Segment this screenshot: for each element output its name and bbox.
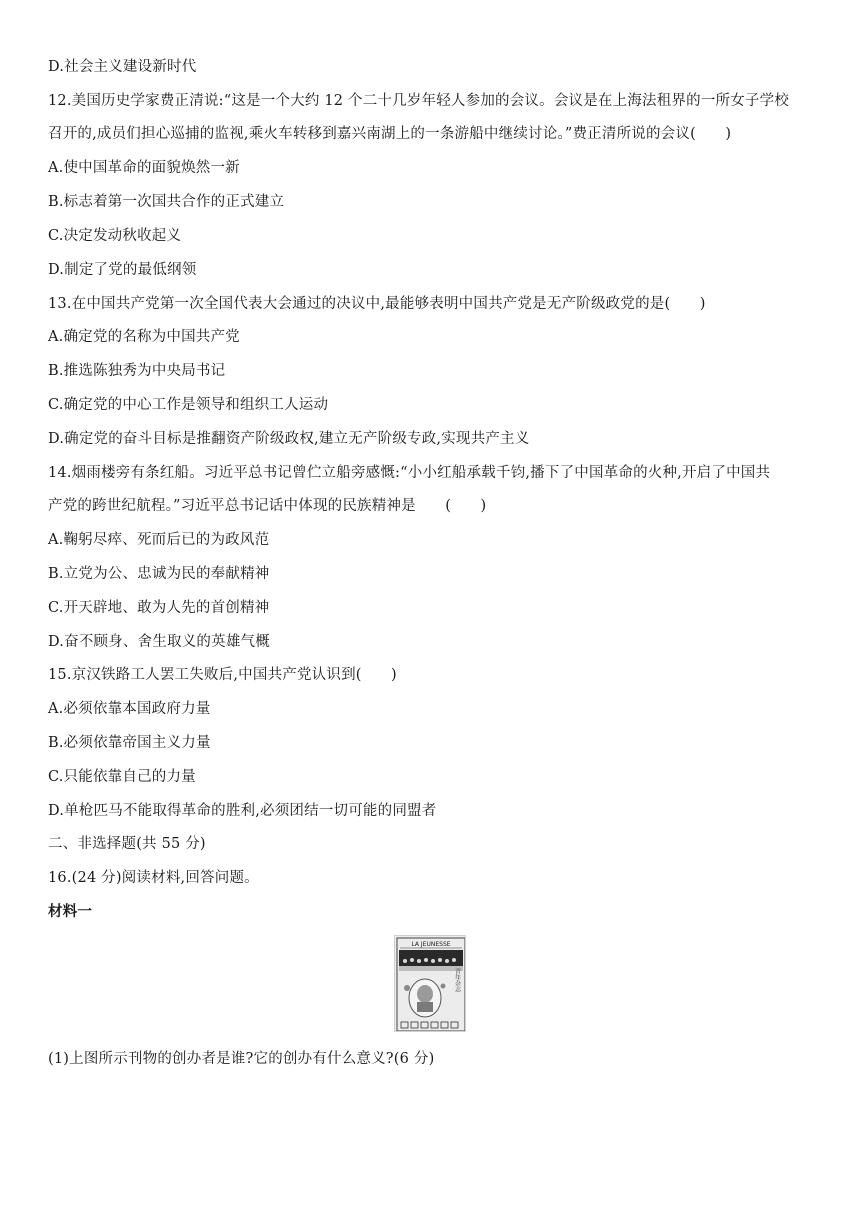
- q12-option-c: C.决定发动秋收起义: [48, 228, 182, 244]
- q13-option-d: D.确定党的奋斗目标是推翻资产阶级政权,建立无产阶级专政,实现共产主义: [48, 431, 530, 447]
- q13-option-c: C.确定党的中心工作是领导和组织工人运动: [48, 397, 329, 413]
- q15-option-c: C.只能依靠自己的力量: [48, 769, 196, 785]
- q14-stem-line-1: 14.烟雨楼旁有条红船。习近平总书记曾伫立船旁感慨:“小小红船承载千钧,播下了中国革命的火种,开启了中国共: [48, 465, 771, 481]
- magazine-cover-image: [394, 935, 466, 1032]
- q16-subquestion-1: (1)上图所示刊物的创办者是谁?它的创办有什么意义?(6 分): [48, 1051, 435, 1067]
- q15-stem: 15.京汉铁路工人罢工失败后,中国共产党认识到( ): [48, 667, 397, 683]
- magazine-title-vertical: 青年杂志: [453, 968, 461, 992]
- magazine-masthead: LA JEUNESSE: [411, 941, 451, 948]
- q12-stem-line-1: 12.美国历史学家费正清说:“这是一个大约 12 个二十几岁年轻人参加的会议。会议是在上海法租界的一所女子学校: [48, 93, 790, 109]
- q13-option-a: A.确定党的名称为中国共产党: [48, 329, 240, 345]
- q12-option-a: A.使中国革命的面貌焕然一新: [48, 160, 240, 176]
- q14-option-c: C.开天辟地、敢为人先的首创精神: [48, 600, 270, 616]
- magazine-cover-drawing: [395, 936, 466, 1032]
- q14-stem-line-2: 产党的跨世纪航程。”习近平总书记话中体现的民族精神是 ( ): [48, 498, 487, 514]
- q13-option-b: B.推选陈独秀为中央局书记: [48, 363, 226, 379]
- q15-option-b: B.必须依靠帝国主义力量: [48, 735, 211, 751]
- q15-option-d: D.单枪匹马不能取得革命的胜利,必须团结一切可能的同盟者: [48, 803, 437, 819]
- section-heading: 二、非选择题(共 55 分): [48, 836, 206, 852]
- q12-option-d: D.制定了党的最低纲领: [48, 262, 197, 278]
- q16-stem: 16.(24 分)阅读材料,回答问题。: [48, 870, 259, 886]
- q14-option-d: D.奋不顾身、舍生取义的英雄气概: [48, 634, 270, 650]
- q14-option-b: B.立党为公、忠诚为民的奉献精神: [48, 566, 270, 582]
- q12-option-b: B.标志着第一次国共合作的正式建立: [48, 194, 285, 210]
- q11-option-d: D.社会主义建设新时代: [48, 59, 197, 75]
- material-one-label: 材料一: [48, 904, 93, 920]
- q15-option-a: A.必须依靠本国政府力量: [48, 701, 211, 717]
- q12-stem-line-2: 召开的,成员们担心巡捕的监视,乘火车转移到嘉兴南湖上的一条游船中继续讨论。”费正清所说的会议( ): [48, 126, 732, 142]
- q14-option-a: A.鞠躬尽瘁、死而后已的为政风范: [48, 532, 270, 548]
- q13-stem: 13.在中国共产党第一次全国代表大会通过的决议中,最能够表明中国共产党是无产阶级政党的是( ): [48, 296, 706, 312]
